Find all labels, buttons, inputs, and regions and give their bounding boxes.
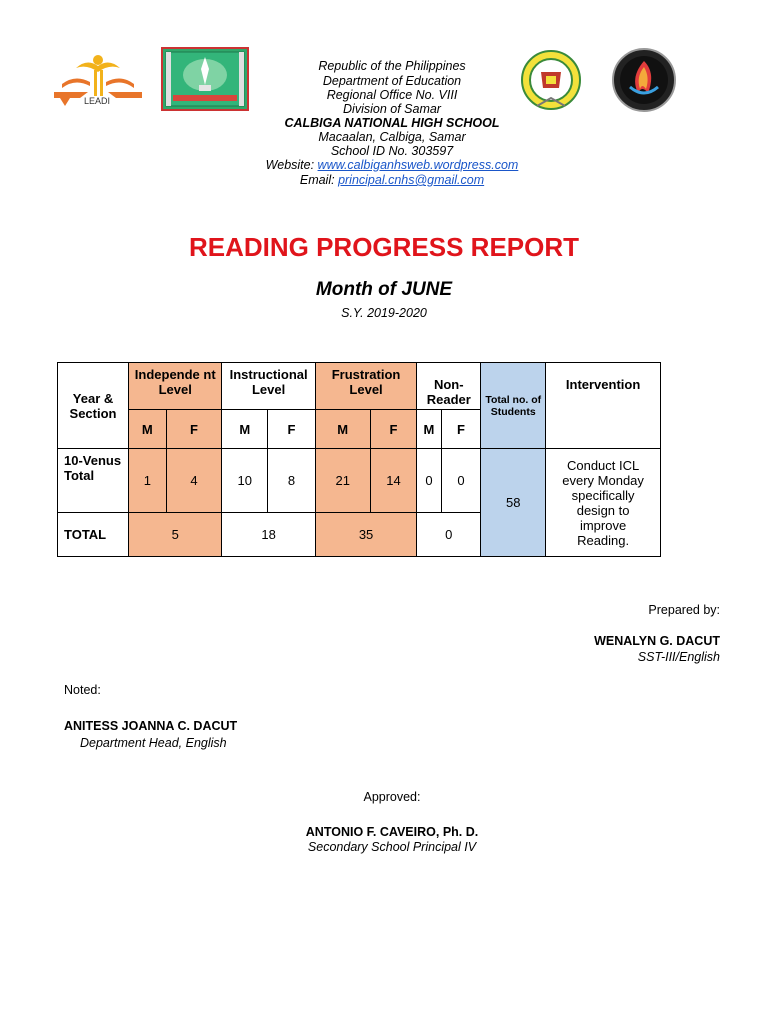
total-label-cell: TOTAL (58, 513, 129, 557)
division-round-logo (608, 47, 680, 113)
intervention-header: Intervention (546, 363, 661, 449)
report-month: Month of JUNE (315, 279, 453, 300)
section-cell: 10-Venus Total (58, 449, 129, 513)
total-independent-cell: 5 (129, 513, 222, 557)
website-line (200, 158, 584, 173)
frustration-f-header: F (370, 410, 417, 449)
header-line-2: Department of Education (322, 74, 462, 88)
frustration-m-cell: 21 (315, 449, 370, 513)
instructional-level-header: Instructional Level (222, 363, 315, 410)
non-reader-m-cell: 0 (417, 449, 441, 513)
email-label: Email: (299, 173, 339, 187)
prepared-by-label: Prepared by: (648, 603, 720, 617)
approved-name: ANTONIO F. CAVEIRO, Ph. D. (305, 825, 479, 839)
school-address: Macaalan, Calbiga, Samar (318, 130, 466, 144)
independent-f-cell: 4 (166, 449, 222, 513)
year-section-header: Year & Section (58, 363, 129, 449)
total-students-header: Total no. of Students (481, 363, 546, 449)
prepared-by-name: WENALYN G. DACUT (594, 634, 720, 648)
non-reader-m-header: M (417, 410, 441, 449)
email-link[interactable]: principal.cnhs@gmail.com (338, 173, 485, 187)
approved-label: Approved: (363, 790, 421, 804)
approved-position: Secondary School Principal IV (307, 840, 477, 854)
frustration-m-header: M (315, 410, 370, 449)
independent-m-header: M (129, 410, 167, 449)
header-line-3: Regional Office No. VIII (326, 88, 458, 102)
total-students-cell: 58 (481, 449, 546, 557)
reading-progress-table (57, 362, 661, 557)
instructional-f-cell: 8 (268, 449, 316, 513)
frustration-f-cell: 14 (370, 449, 417, 513)
leadi-logo-text: LEADI (84, 96, 111, 106)
header-line-1: Republic of the Philippines (318, 59, 466, 73)
instructional-f-header: F (268, 410, 316, 449)
header-line-4: Division of Samar (343, 102, 441, 116)
intervention-cell: Conduct ICL every Monday specifically design to improve Reading. (546, 449, 661, 557)
frustration-level-header: Frustration Level (315, 363, 417, 410)
instructional-m-cell: 10 (222, 449, 268, 513)
leadi-logo (50, 50, 146, 112)
table-row (58, 449, 661, 513)
website-link[interactable]: www.calbiganhsweb.wordpress.com (317, 158, 519, 172)
total-non-reader-cell: 0 (417, 513, 481, 557)
total-frustration-cell: 35 (315, 513, 417, 557)
non-reader-header: Non-Reader (417, 363, 481, 410)
independent-level-header: Independe nt Level (129, 363, 222, 410)
school-year: S.Y. 2019-2020 (341, 306, 427, 320)
school-id: School ID No. 303597 (330, 144, 454, 158)
total-instructional-cell: 18 (222, 513, 315, 557)
noted-position: Department Head, English (80, 736, 227, 750)
non-reader-f-cell: 0 (441, 449, 481, 513)
prepared-by-position: SST-III/English (637, 650, 720, 664)
noted-label: Noted: (64, 683, 101, 697)
independent-m-cell: 1 (129, 449, 167, 513)
website-label: Website: (265, 158, 318, 172)
email-line (200, 173, 584, 188)
noted-name: ANITESS JOANNA C. DACUT (64, 719, 238, 733)
report-title: READING PROGRESS REPORT (188, 232, 580, 262)
independent-f-header: F (166, 410, 222, 449)
non-reader-f-header: F (441, 410, 481, 449)
instructional-m-header: M (222, 410, 268, 449)
school-name: CALBIGA NATIONAL HIGH SCHOOL (284, 116, 500, 130)
